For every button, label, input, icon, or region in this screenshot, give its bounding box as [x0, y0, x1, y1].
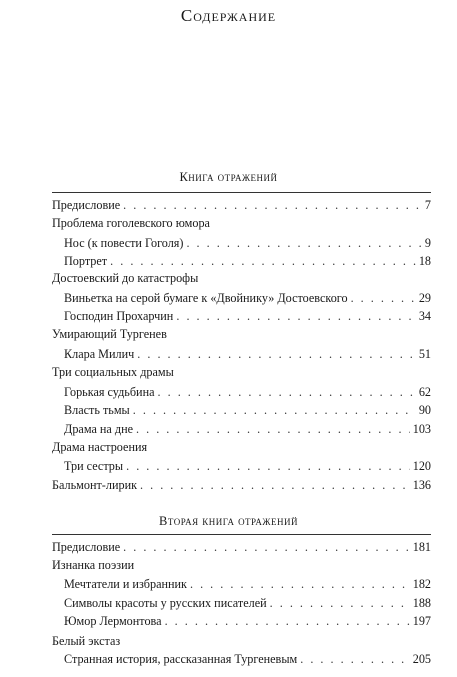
- toc-entry-title: Клара Милич: [64, 347, 135, 361]
- toc-page-number: 29: [418, 291, 431, 305]
- toc-entry-title: Бальмонт-лирик: [52, 478, 138, 492]
- toc-page-number: 103: [412, 422, 431, 436]
- toc-entry-title: Горькая судьбина: [64, 385, 155, 399]
- toc-entry-title: Странная история, рассказанная Тургеневым: [64, 652, 298, 666]
- toc-page-number: 197: [412, 614, 431, 628]
- toc-leader-dots: [123, 539, 410, 555]
- toc-page-number: 90: [418, 403, 431, 417]
- toc-entry-title: Мечтатели и избранник: [64, 577, 187, 591]
- toc-entry-title: Умирающий Тургенев: [52, 327, 167, 341]
- toc-entry-title: Драма настроения: [52, 440, 148, 454]
- toc-entry: [64, 235, 431, 251]
- toc-page-number: 18: [418, 254, 431, 268]
- toc-leader-dots: [158, 384, 416, 400]
- toc-leader-dots: [133, 402, 416, 418]
- toc-page-number: 205: [412, 652, 431, 666]
- toc-entry-title: Виньетка на серой бумаге к «Двойнику» Достоевского: [64, 291, 348, 305]
- toc-entry: [52, 539, 431, 555]
- toc-entry-title: Предисловие: [52, 198, 121, 212]
- toc-leader-dots: [140, 477, 410, 493]
- toc-leader-dots: [300, 651, 410, 667]
- toc-page-number: 182: [412, 577, 431, 591]
- toc-leader-dots: [136, 421, 410, 437]
- toc-entry: [64, 253, 431, 269]
- toc-group-heading: [52, 270, 431, 286]
- toc-entry: [64, 595, 431, 611]
- toc-entry: [64, 308, 431, 324]
- toc-entry-title: Портрет: [64, 254, 108, 268]
- toc-entry-title: Изнанка поэзии: [52, 558, 135, 572]
- toc-page-number: 188: [412, 596, 431, 610]
- toc-group-heading: [52, 215, 431, 231]
- toc-leader-dots: [351, 290, 416, 306]
- toc-entry-title: Достоевский до катастрофы: [52, 271, 199, 285]
- toc-page-number: 34: [418, 309, 431, 323]
- toc-entry-title: Белый экстаз: [52, 634, 121, 648]
- toc-entry: [64, 421, 431, 437]
- toc-page-number: 120: [412, 459, 431, 473]
- toc-group-heading: [52, 633, 431, 649]
- section-rule: [52, 534, 431, 535]
- section-rule: [52, 192, 431, 193]
- toc-entry: [64, 651, 431, 667]
- toc-entry-title: Юмор Лермонтова: [64, 614, 162, 628]
- toc-group-heading: [52, 557, 431, 573]
- toc-entry-title: Три сестры: [64, 459, 124, 473]
- toc-leader-dots: [123, 197, 422, 213]
- toc-page-number: 181: [412, 540, 431, 554]
- toc-entry: [64, 613, 431, 629]
- toc-group-heading: [52, 326, 431, 342]
- toc-page-number: 9: [424, 236, 431, 250]
- toc-leader-dots: [186, 235, 421, 251]
- toc-entry: [64, 458, 431, 474]
- toc-entry-title: Три социальных драмы: [52, 365, 174, 379]
- section-title: Книга отражений: [179, 170, 278, 184]
- toc-entry: [64, 290, 431, 306]
- toc-entry: [64, 384, 431, 400]
- toc-entry: [52, 197, 431, 213]
- toc-leader-dots: [190, 576, 410, 592]
- toc-leader-dots: [165, 613, 410, 629]
- toc-group-heading: [52, 364, 431, 380]
- toc-leader-dots: [137, 346, 416, 362]
- section-title: Вторая книга отражений: [159, 514, 298, 528]
- toc-entry: [52, 477, 431, 493]
- toc-entry-title: Проблема гоголевского юмора: [52, 216, 210, 230]
- toc-entry-title: Господин Прохарчин: [64, 309, 174, 323]
- toc-leader-dots: [126, 458, 410, 474]
- toc-entry-title: Предисловие: [52, 540, 121, 554]
- toc-page-number: 62: [418, 385, 431, 399]
- toc-page-number: 136: [412, 478, 431, 492]
- toc-entry-title: Драма на дне: [64, 422, 134, 436]
- toc-entry-title: Власть тьмы: [64, 403, 130, 417]
- toc-group-heading: [52, 439, 431, 455]
- page-title: Содержание: [180, 6, 277, 25]
- toc-entry-title: Символы красоты у русских писателей: [64, 596, 267, 610]
- toc-leader-dots: [176, 308, 415, 324]
- toc-page-number: 51: [418, 347, 431, 361]
- toc-leader-dots: [110, 253, 416, 269]
- toc-entry: [64, 402, 431, 418]
- toc-entry: [64, 576, 431, 592]
- toc-entry: [64, 346, 431, 362]
- toc-page-number: 7: [424, 198, 431, 212]
- toc-entry-title: Нос (к повести Гоголя): [64, 236, 184, 250]
- toc-leader-dots: [270, 595, 410, 611]
